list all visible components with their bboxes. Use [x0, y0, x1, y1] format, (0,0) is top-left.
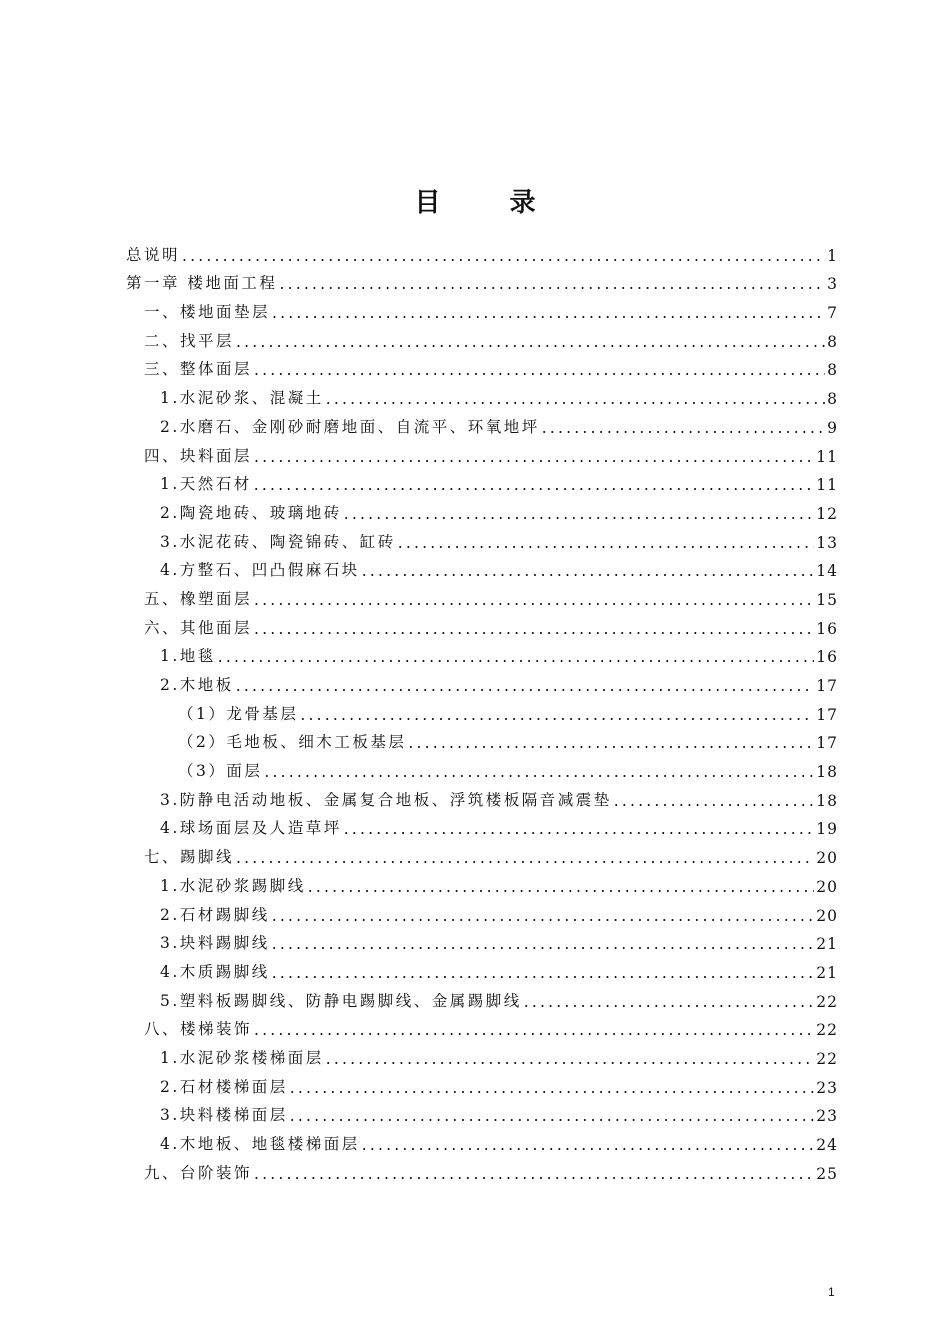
toc-entry[interactable] [126, 408, 838, 437]
toc-entry-label: 4.方整石、凹凸假麻石块 [160, 561, 360, 580]
dot-leader [236, 333, 825, 351]
toc-entry-label: 九、台阶装饰 [144, 1163, 253, 1182]
dot-leader [326, 390, 825, 408]
dot-leader [272, 907, 814, 925]
dot-leader [362, 1136, 814, 1154]
toc-entry-page: 8 [827, 332, 838, 351]
toc-entry-page: 25 [816, 1164, 838, 1183]
toc-entry-label: 总说明 [126, 245, 181, 264]
toc-entry-page: 23 [816, 1107, 838, 1126]
toc-entry[interactable] [126, 752, 838, 781]
toc-entry-label: 2.石材踢脚线 [160, 905, 270, 924]
toc-entry-label: 2.石材楼梯面层 [160, 1077, 288, 1096]
dot-leader [272, 935, 814, 953]
dot-leader [272, 304, 825, 322]
toc-entry[interactable] [126, 293, 838, 322]
toc-entry[interactable] [126, 666, 838, 695]
toc-entry[interactable] [126, 953, 838, 982]
toc-entry-page: 17 [816, 677, 838, 695]
toc-entry-page: 21 [816, 963, 838, 982]
toc-entry-label: 一、楼地面垫层 [144, 303, 271, 322]
dot-leader [254, 361, 825, 379]
toc-entry[interactable] [126, 867, 838, 896]
dot-leader [272, 964, 814, 982]
toc-entry[interactable] [126, 810, 838, 839]
toc-entry-page: 8 [827, 361, 838, 380]
toc-entry-page: 16 [816, 648, 838, 667]
toc-entry-page: 12 [816, 504, 838, 523]
toc-entry-page: 22 [816, 992, 838, 1011]
toc-entry-page: 20 [816, 906, 838, 925]
dot-leader [254, 476, 814, 494]
toc-entry-label: 4.木地板、地毯楼梯面层 [160, 1135, 360, 1153]
dot-leader [614, 792, 814, 810]
toc-entry-page: 14 [816, 562, 838, 581]
dot-leader [408, 734, 814, 752]
toc-entry-page: 17 [816, 734, 838, 753]
dot-leader [290, 1107, 814, 1125]
toc-entry-page: 11 [816, 447, 838, 466]
toc-entry[interactable] [126, 781, 838, 810]
dot-leader [398, 534, 814, 552]
table-of-contents [126, 236, 838, 1183]
toc-entry[interactable] [126, 379, 838, 408]
toc-entry-page: 21 [816, 935, 838, 954]
toc-entry[interactable] [126, 494, 838, 523]
toc-entry-label: 1.水泥砂浆、混凝土 [160, 389, 324, 408]
toc-entry-page: 9 [827, 418, 838, 437]
toc-entry-label: 3.块料踢脚线 [160, 934, 270, 953]
dot-leader [524, 993, 814, 1011]
toc-entry-page: 20 [816, 877, 838, 896]
toc-entry-page: 1 [827, 246, 838, 265]
toc-entry-page: 16 [816, 619, 838, 638]
toc-entry-page: 3 [827, 275, 838, 294]
toc-entry[interactable] [126, 609, 838, 638]
toc-entry-page: 22 [816, 1021, 838, 1040]
toc-entry-label: 七、踢脚线 [144, 848, 235, 867]
toc-entry[interactable] [126, 1039, 838, 1068]
dot-leader [290, 1079, 814, 1097]
dot-leader [254, 591, 814, 609]
toc-entry-label: 五、橡塑面层 [144, 589, 253, 608]
toc-entry-label: 1.天然石材 [160, 475, 252, 494]
dot-leader [254, 448, 814, 466]
toc-entry-label: 2.水磨石、金刚砂耐磨地面、自流平、环氧地坪 [160, 417, 540, 436]
toc-entry[interactable] [126, 437, 838, 466]
toc-entry-label: （3）面层 [178, 762, 263, 781]
toc-entry-page: 7 [827, 304, 838, 323]
toc-entry[interactable] [126, 1068, 838, 1097]
toc-entry-label: 4.球场面层及人造草坪 [160, 819, 342, 838]
toc-entry-label: 3.块料楼梯面层 [160, 1106, 288, 1125]
dot-leader [182, 247, 825, 265]
toc-entry-page: 15 [816, 590, 838, 609]
toc-entry[interactable] [126, 580, 838, 609]
dot-leader [264, 763, 814, 781]
toc-entry-label: （1）龙骨基层 [178, 704, 299, 723]
toc-entry[interactable] [126, 1097, 838, 1126]
toc-entry-page: 20 [816, 849, 838, 868]
toc-entry-label: 四、块料面层 [144, 446, 253, 465]
toc-entry-page: 13 [816, 533, 838, 552]
toc-entry-page: 24 [816, 1136, 838, 1154]
toc-entry[interactable] [126, 724, 838, 753]
toc-entry[interactable] [126, 236, 838, 265]
toc-entry-page: 18 [816, 791, 838, 810]
toc-entry-label: 1.地毯 [160, 647, 216, 666]
dot-leader [254, 1021, 814, 1039]
toc-entry[interactable] [126, 265, 838, 294]
toc-entry[interactable] [126, 523, 838, 552]
dot-leader [236, 677, 814, 695]
toc-entry[interactable] [126, 638, 838, 667]
toc-entry-label: 1.水泥砂浆踢脚线 [160, 876, 306, 895]
toc-entry-label: 1.水泥砂浆楼梯面层 [160, 1048, 324, 1067]
toc-entry[interactable] [126, 695, 838, 724]
dot-leader [326, 1050, 814, 1068]
toc-entry-page: 17 [816, 705, 838, 724]
dot-leader [254, 620, 814, 638]
dot-leader [344, 505, 814, 523]
toc-entry-label: （2）毛地板、细木工板基层 [178, 733, 407, 752]
dot-leader [308, 878, 814, 896]
toc-entry[interactable] [126, 1011, 838, 1040]
toc-entry[interactable] [126, 838, 838, 867]
toc-entry-label: 六、其他面层 [144, 618, 253, 637]
toc-entry[interactable] [126, 1154, 838, 1183]
toc-entry-label: 3.防静电活动地板、金属复合地板、浮筑楼板隔音减震垫 [160, 790, 612, 809]
toc-entry-label: 2.木地板 [160, 676, 234, 694]
page-number: 1 [828, 1285, 835, 1299]
dot-leader [218, 648, 814, 666]
toc-entry[interactable] [126, 982, 838, 1011]
dot-leader [362, 562, 814, 580]
dot-leader [279, 275, 825, 293]
toc-entry-label: 5.塑料板踢脚线、防静电踢脚线、金属踢脚线 [160, 991, 522, 1010]
dot-leader [236, 849, 814, 867]
dot-leader [254, 1165, 814, 1183]
toc-entry-page: 18 [816, 763, 838, 782]
toc-entry-label: 2.陶瓷地砖、玻璃地砖 [160, 503, 342, 522]
toc-entry-label: 八、楼梯装饰 [144, 1020, 253, 1039]
toc-entry-label: 第一章 楼地面工程 [126, 274, 278, 293]
toc-entry-label: 4.木质踢脚线 [160, 962, 270, 981]
toc-entry-page: 19 [816, 820, 838, 839]
dot-leader [344, 820, 814, 838]
toc-entry-label: 三、整体面层 [144, 360, 253, 379]
toc-entry-page: 23 [816, 1078, 838, 1097]
toc-entry-page: 22 [816, 1049, 838, 1068]
toc-entry-label: 3.水泥花砖、陶瓷锦砖、缸砖 [160, 532, 396, 551]
toc-entry[interactable] [126, 466, 838, 495]
dot-leader [300, 706, 814, 724]
toc-entry[interactable] [126, 351, 838, 380]
toc-entry-label: 二、找平层 [144, 331, 235, 350]
toc-entry[interactable] [126, 552, 838, 581]
dot-leader [542, 419, 825, 437]
toc-entry[interactable] [126, 896, 838, 925]
toc-entry[interactable] [126, 322, 838, 351]
page-title: 目 录 [414, 188, 566, 218]
toc-entry-page: 8 [827, 390, 838, 409]
toc-entry-page: 11 [816, 476, 838, 495]
toc-entry[interactable] [126, 1125, 838, 1154]
toc-entry[interactable] [126, 925, 838, 954]
